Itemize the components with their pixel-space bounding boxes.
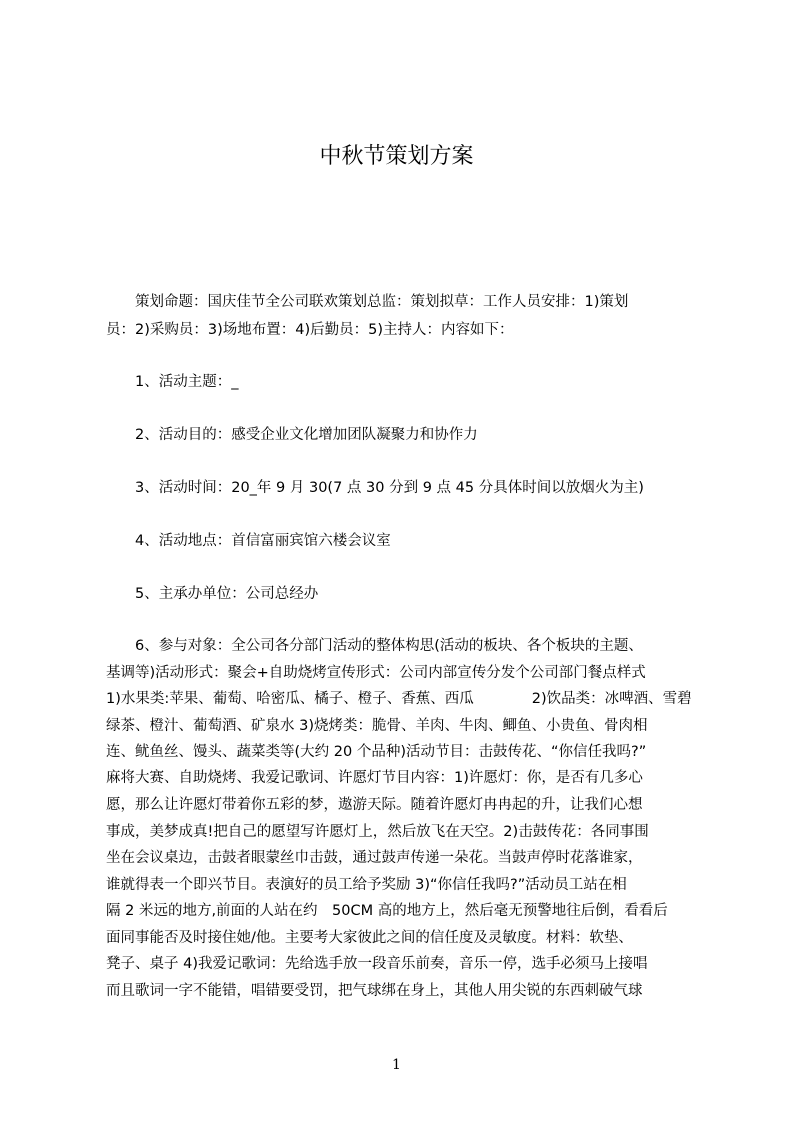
paragraph-line: 而且歌词一字不能错，唱错要受罚，把气球绑在身上，其他人用尖锐的东西刺破气球 [106, 983, 643, 999]
paragraph-line: 隔 2 米远的地方,前面的人站在约 50CM 高的地方上，然后毫无预警地往后倒，看看后 [106, 903, 668, 919]
paragraph-line: 5、主承办单位：公司总经办 [106, 586, 319, 602]
paragraph-line: 4、活动地点：首信富丽宾馆六楼会议室 [106, 533, 391, 549]
paragraph-line: 策划命题：国庆佳节全公司联欢策划总监：策划拟草：工作人员安排：1)策划 [106, 294, 629, 310]
paragraph-line: 绿茶、橙汁、葡萄酒、矿泉水 3)烧烤类：脆骨、羊肉、牛肉、鲫鱼、小贵鱼、骨肉相 [106, 718, 648, 734]
paragraph-line: 连、鱿鱼丝、馒头、蔬菜类等(大约 20 个品种)活动节目：击鼓传花、“你信任我吗?” [106, 744, 647, 760]
page-title: 中秋节策划方案 [319, 144, 474, 169]
paragraph-line: 愿，那么让许愿灯带着你五彩的梦，遨游天际。随着许愿灯冉冉起的升，让我们心想 [106, 797, 643, 813]
paragraph-line: 6、参与对象：全公司各分部门活动的整体构思(活动的板块、各个板块的主题、 [106, 638, 643, 654]
paragraph-line: 事成，美梦成真!把自己的愿望写许愿灯上，然后放飞在天空。2)击鼓传花：各同事围 [106, 824, 649, 840]
paragraph-line: 2、活动目的：感受企业文化增加团队凝聚力和协作力 [106, 427, 478, 443]
paragraph-line: 麻将大赛、自助烧烤、我爱记歌词、许愿灯节目内容：1)许愿灯：你，是否有几多心 [106, 770, 643, 786]
paragraph-line: 3、活动时间：20_年 9 月 30(7 点 30 分到 9 点 45 分具体时间以放烟火为主) [106, 480, 644, 496]
paragraph-line: 基调等)活动形式：聚会+自助烧烤宣传形式：公司内部宣传分发个公司部门餐点样式 [106, 665, 646, 681]
paragraph-line: 员：2)采购员：3)场地布置：4)后勤员：5)主持人：内容如下： [106, 322, 514, 338]
paragraph-line: 谁就得表一个即兴节目。表演好的员工给予奖励 3)“你信任我吗?”活动员工站在相 [106, 877, 627, 893]
paragraph-line: 1、活动主题：_ [106, 374, 239, 390]
paragraph-line: 凳子、桌子 4)我爱记歌词：先给选手放一段音乐前奏，音乐一停，选手必须马上接唱 [106, 956, 648, 972]
paragraph-line: 坐在会议桌边，击鼓者眼蒙丝巾击鼓，通过鼓声传递一朵花。当鼓声停时花落谁家， [106, 850, 643, 866]
paragraph-line: 面同事能否及时接住她/他。主要考大家彼此之间的信任度及灵敏度。材料：软垫、 [106, 930, 633, 946]
page-number: 1 [392, 1057, 401, 1073]
paragraph-line: 1)水果类:苹果、葡萄、哈密瓜、橘子、橙子、香蕉、西瓜 2)饮品类：冰啤酒、雪碧 [106, 691, 692, 707]
